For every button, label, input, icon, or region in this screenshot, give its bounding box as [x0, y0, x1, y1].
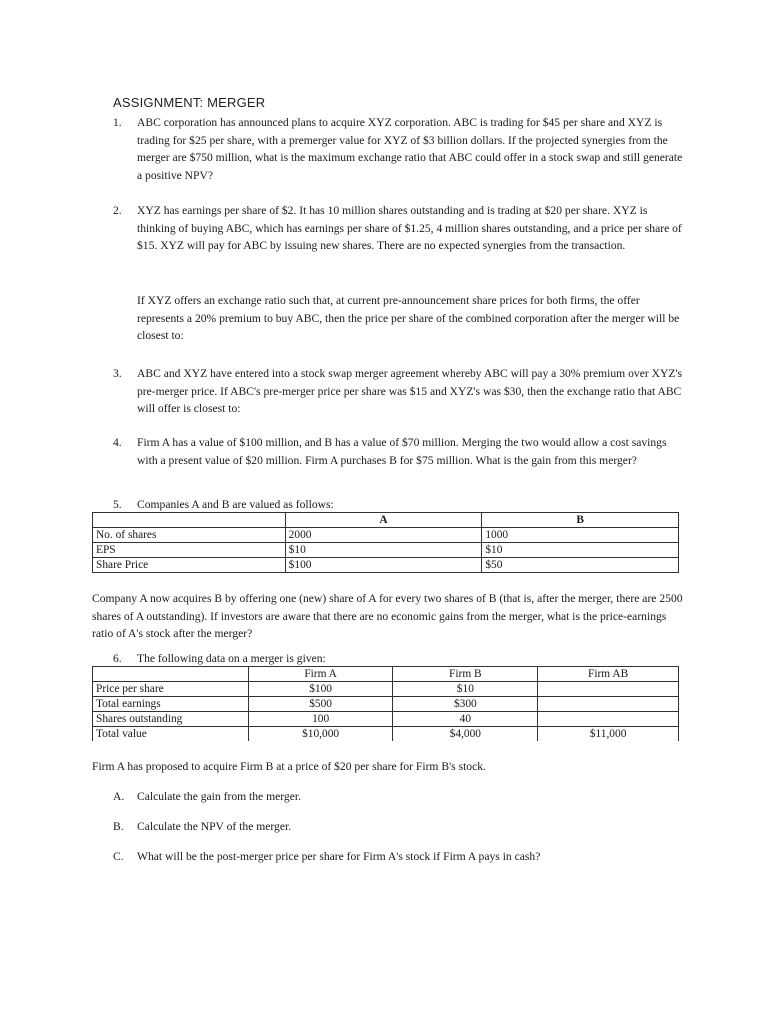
page-title: ASSIGNMENT: MERGER [113, 95, 266, 110]
question-text: ABC and XYZ have entered into a stock swap merger agreement whereby ABC will pay a 30% premium over XYZ's pre-merger price. If ABC's pre-merger price per share was $15 and XYZ's was $30, then the exchange ratio that ABC will offer is closest to: [137, 367, 683, 415]
table-cell: Share Price [93, 558, 286, 573]
table-cell: 100 [248, 712, 393, 727]
table-header-row [93, 667, 679, 682]
table-cell: $10 [285, 543, 482, 558]
table-row [93, 727, 679, 742]
table-header-row [93, 513, 679, 528]
table-cell: 1000 [482, 528, 679, 543]
subquestion-b [113, 818, 673, 836]
question-2-followup: If XYZ offers an exchange ratio such that, at current pre-announcement share prices for both firms, the offer represents a 20% premium to buy ABC, then the price per share of the combined corporation after the merger will be closest to: [137, 294, 680, 342]
table-row [93, 682, 679, 697]
question-number: 6. [113, 652, 122, 665]
table-header-cell: A [285, 513, 482, 528]
question-text: XYZ has earnings per share of $2. It has 10 million shares outstanding and is trading at $20 per share. XYZ is thinking of buying ABC, which has earnings per share of $1.25, 4 million shares outstanding, and a price per share of $15. XYZ will pay for ABC by issuing new shares. There are no expected synergies from the transaction. [137, 204, 682, 252]
subquestion-a [113, 788, 673, 806]
table-cell: $4,000 [393, 727, 538, 742]
question-6-text: Firm A has proposed to acquire Firm B at a price of $20 per share for Firm B's stock. [92, 760, 486, 773]
table-cell: No. of shares [93, 528, 286, 543]
question-text: Firm A has a value of $100 million, and B has a value of $70 million. Merging the two would allow a cost savings with a present value of $20 million. Firm A purchases B for $75 million. What is the gain from this merger? [137, 436, 667, 467]
question-text: Companies A and B are valued as follows: [137, 498, 334, 511]
table-cell: $300 [393, 697, 538, 712]
question-number: 1. [113, 116, 122, 129]
merger-data-table [92, 666, 679, 741]
question-6 [113, 650, 683, 668]
table-cell [538, 682, 679, 697]
question-1 [113, 114, 683, 184]
table-cell: EPS [93, 543, 286, 558]
question-3 [113, 365, 683, 418]
table-row [93, 697, 679, 712]
table-header-cell: Firm A [248, 667, 393, 682]
question-2 [113, 202, 683, 255]
question-text: The following data on a merger is given: [137, 652, 326, 665]
table-cell: $10,000 [248, 727, 393, 742]
table-header-cell: Firm B [393, 667, 538, 682]
table-cell [538, 712, 679, 727]
table-cell: Total earnings [93, 697, 249, 712]
table-cell: $10 [393, 682, 538, 697]
table-cell: Shares outstanding [93, 712, 249, 727]
table-cell [538, 697, 679, 712]
table-row [93, 528, 679, 543]
table-cell: Total value [93, 727, 249, 742]
subquestion-letter: A. [113, 790, 125, 803]
subquestion-letter: B. [113, 820, 124, 833]
table-cell: $50 [482, 558, 679, 573]
subquestion-text: Calculate the NPV of the merger. [137, 820, 292, 833]
table-row [93, 543, 679, 558]
company-valuation-table [92, 512, 679, 573]
question-4 [113, 434, 683, 469]
question-number: 4. [113, 436, 122, 449]
question-number: 5. [113, 498, 122, 511]
table-cell: 40 [393, 712, 538, 727]
subquestion-text: Calculate the gain from the merger. [137, 790, 301, 803]
question-number: 2. [113, 204, 122, 217]
question-number: 3. [113, 367, 122, 380]
table-row [93, 712, 679, 727]
subquestion-c [113, 848, 673, 866]
table-header-cell: B [482, 513, 679, 528]
table-cell: $100 [285, 558, 482, 573]
question-5 [113, 496, 683, 514]
table-header-cell [93, 513, 286, 528]
table-cell: $100 [248, 682, 393, 697]
table-header-cell [93, 667, 249, 682]
table-header-cell: Firm AB [538, 667, 679, 682]
table-cell: $11,000 [538, 727, 679, 742]
subquestion-text: What will be the post-merger price per share for Firm A's stock if Firm A pays in cash? [137, 850, 541, 863]
table-cell: $10 [482, 543, 679, 558]
table-row [93, 558, 679, 573]
question-5-text: Company A now acquires B by offering one (new) share of A for every two shares of B (that is, after the merger, there are 2500 shares of A outstanding). If investors are aware that there are no economic gains from the merger, what is the price-earnings ratio of A's stock after the merger? [92, 592, 683, 640]
question-text: ABC corporation has announced plans to acquire XYZ corporation. ABC is trading for $45 per share and XYZ is trading for $25 per share, with a premerger value for XYZ of $3 billion dollars. If the projected synergies from the merger are $750 million, what is the maximum exchange ratio that ABC could offer in a stock swap and still generate a positive NPV? [137, 116, 683, 182]
table-cell: Price per share [93, 682, 249, 697]
table-cell: $500 [248, 697, 393, 712]
table-cell: 2000 [285, 528, 482, 543]
subquestion-letter: C. [113, 850, 124, 863]
